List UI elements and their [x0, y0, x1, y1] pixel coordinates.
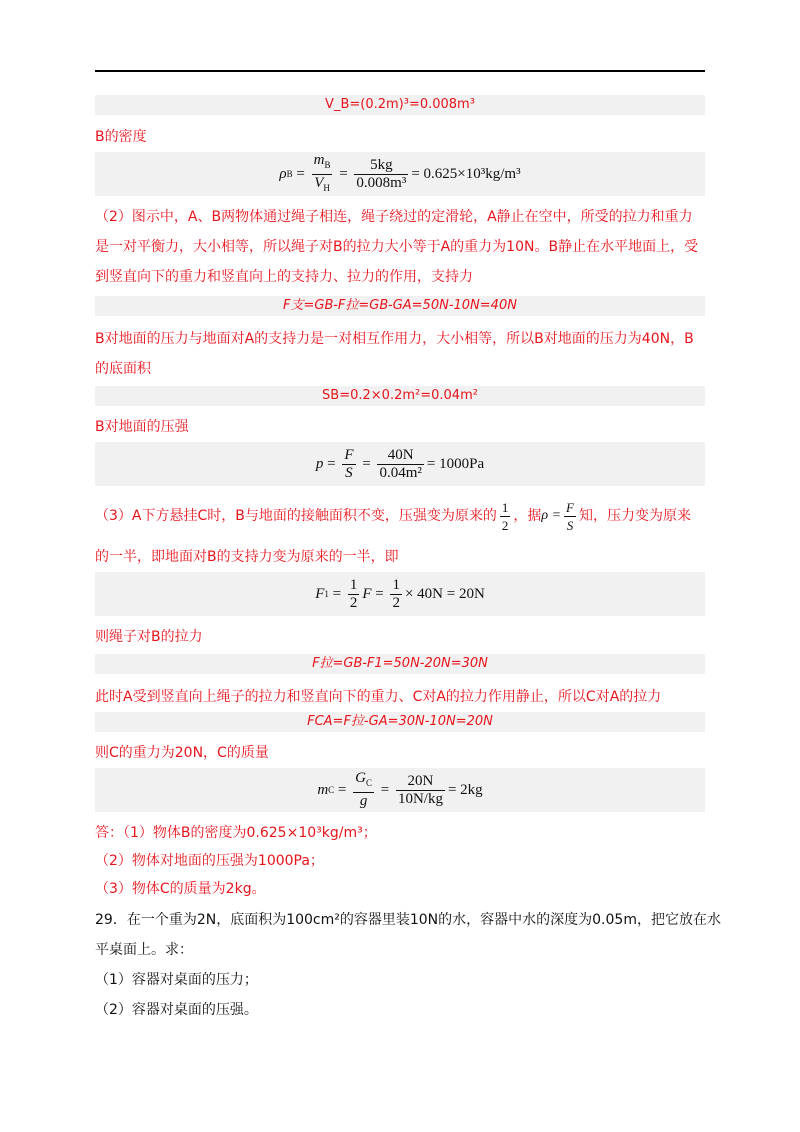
rope-label: 则绳子对B的拉力 — [95, 629, 203, 645]
area-band — [95, 386, 705, 406]
part2-line1: （2）图示中，A、B两物体通过绳子相连，绳子绕过的定滑轮，A静止在空中，所受的拉力和重力 — [95, 209, 693, 225]
question-29-line1: 29．在一个重为2N，底面积为100cm²的容器里装10N的水，容器中水的深度为0.05m，把它放在水 — [95, 912, 721, 928]
density-equation-band — [95, 152, 705, 196]
part3-line2: 的一半，即地面对B的支持力变为原来的一半，即 — [95, 549, 399, 565]
area-equation: SB=0.2×0.2m²=0.04m² — [322, 388, 478, 403]
header-rule — [95, 70, 705, 72]
support-force-band — [95, 296, 705, 316]
density-equation: ρ B = $\frac{m_B}{V_H}$ = $\frac{5kg}{\text{0.008m³}}$ = 0.625×10³kg/m³ — [279, 151, 521, 193]
c-weight-line: 则C的重力为20N，C的质量 — [95, 745, 269, 761]
pressure-force-line1: B对地面的压力与地面对A的支持力是一对相互作用力，大小相等，所以B对地面的压力为40N，B — [95, 331, 694, 347]
pressure-equation: p = $\frac{F}{S}$ = $\frac{40N}{\text{0.04m²}}$ = 1000Pa — [315, 446, 485, 481]
pressure-formula-fraction: $\frac{F}{S}$ — [566, 499, 574, 533]
answer-1: 答：（1）物体B的密度为0.625×10³kg/m³； — [95, 825, 377, 841]
answer-2: （2）物体对地面的压强为1000Pa； — [95, 853, 324, 869]
volume-equation-band — [95, 95, 705, 115]
support-force-equation: F支=GB-F拉=GB-GA=50N-10N=40N — [283, 298, 517, 313]
pressure-label: B对地面的压强 — [95, 419, 189, 435]
question-29-sub2: （2）容器对桌面的压强。 — [95, 1002, 258, 1018]
question-29-line2: 平桌面上。求： — [95, 942, 193, 958]
fca-equation-band — [95, 712, 705, 732]
mass-equation: m C = $\frac{G_C}{g}$ = $\frac{20N}{10N/kg}$ = 2kg — [317, 770, 483, 809]
rope-equation-band — [95, 654, 705, 674]
pressure-force-line2: 的底面积 — [95, 361, 151, 377]
fca-equation: FCA=F拉-GA=30N-10N=20N — [307, 714, 493, 729]
c-force-line: 此时A受到竖直向上绳子的拉力和竖直向下的重力、C对A的拉力作用静止，所以C对A的拉力 — [95, 689, 662, 705]
question-29-sub1: （1）容器对桌面的压力； — [95, 972, 258, 988]
part3-line1: （3）A下方悬挂C时，B与地面的接触面积不变，压强变为原来的 $\frac{1}{2}$ ，据 ρ = $\frac{F}{S}$ 知，压力变为原来 — [95, 499, 691, 533]
pressure-equation-band — [95, 442, 705, 486]
part2-line3: 到竖直向下的重力和竖直向上的支持力、拉力的作用，支持力 — [95, 269, 473, 285]
part2-line2: 是一对平衡力，大小相等，所以绳子对B的拉力大小等于A的重力为10N。B静止在水平地面上，受 — [95, 239, 699, 255]
rope-equation: F拉=GB-F1=50N-20N=30N — [312, 656, 488, 671]
volume-equation: V_B=(0.2m)³=0.008m³ — [325, 97, 475, 112]
f1-equation-band — [95, 572, 705, 616]
f1-equation: F 1 = $\frac{1}{2}$ F = $\frac{1}{2}$ × 40N = 20N — [315, 576, 485, 611]
half-fraction: $\frac{1}{2}$ — [501, 499, 509, 533]
answer-3: （3）物体C的质量为2kg。 — [95, 881, 266, 897]
mass-equation-band — [95, 768, 705, 812]
density-label: B的密度 — [95, 129, 147, 145]
